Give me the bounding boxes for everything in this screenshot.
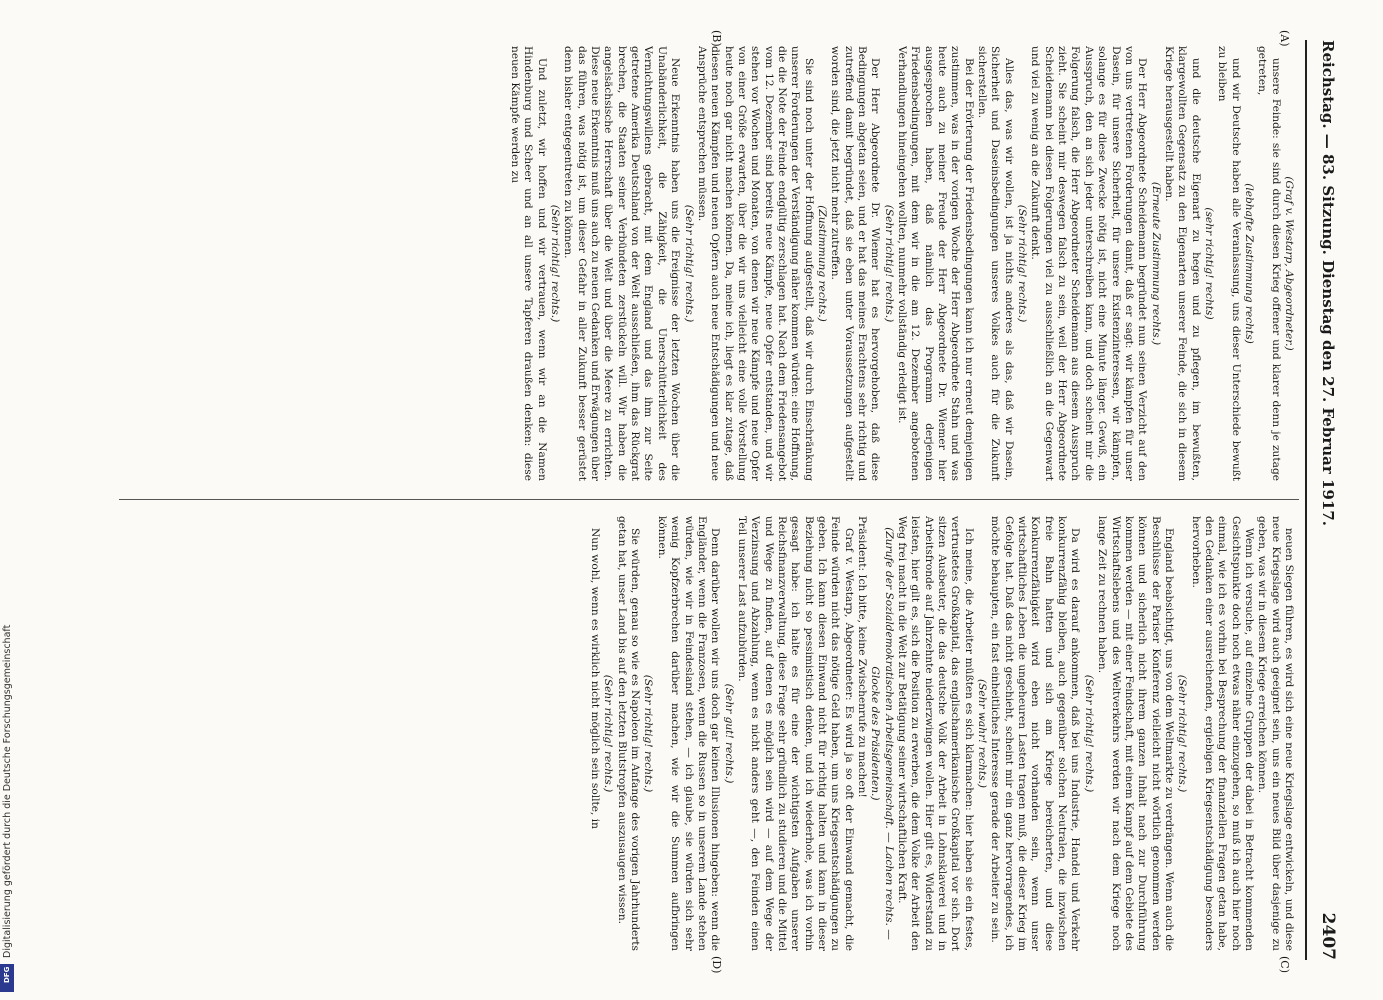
paragraph: Der Herr Abgeordnete Dr. Wiemer hat es hervorgehoben, daß diese Bedingungen abgetan seien, und er hat das meines Erachtens sehr richtig und zutreffend damit begründet, daß sie eben unter Voraussetzungen aufgestellt worden sind, die jetzt nicht mehr zutreffen. xyxy=(829,46,882,481)
interjection: (lebhafte Zustimmung rechts) xyxy=(1242,183,1255,344)
margin-mark-d: (D) xyxy=(710,956,723,974)
interjection: (Erneute Zustimmung rechts.) xyxy=(1149,181,1162,346)
interjection: (Zustimmung rechts.) xyxy=(815,205,828,322)
paragraph: und die deutsche Eigenart zu hegen und zu pflegen, im bewußten, klargewollten Gegensatz zu den Eigenarten unserer Feinde, die sich in diesem Kriege herausgestellt haben. xyxy=(1162,46,1202,481)
paragraph: Graf v. Westarp, Abgeordneter: Es wird ja so oft der Einwand gemacht, die Feinde würden nicht das nötige Geld haben, um uns Kriegsentschädigungen zu geben. Ich kann diesen Einwand nicht für richtig halten und kann in dieser Beziehung nicht so pessimistisch denken, und ich wiederhole, was ich vorhin gesagt habe: ich halte es für eine der wichtigsten Aufgaben unserer Reichsfinanzverwaltung, diese Frage sehr gründlich zu studieren und die Mittel und Wege zu finden, auf denen es möglich sein wird — auf dem Wege der Verzinsung und Abzahlung, wenn es nicht anders geht —, den Feinden einen Teil unserer Last aufzubürden. xyxy=(735,516,855,951)
interjection: (Sehr richtig! rechts.) xyxy=(682,204,695,323)
margin-mark-b: (B) xyxy=(710,30,723,47)
page-header xyxy=(1313,40,1343,960)
paragraph: Und zuletzt, wir hoffen und wir vertrauen, wenn wir an die Namen Hindenburg und Scheer und an all unsere Tapferen draußen denken: diese neuen Kämpfe werden zu xyxy=(509,46,548,481)
right-column xyxy=(105,516,1295,951)
interjection: (Sehr richtig! rechts.) xyxy=(642,674,655,793)
header-rule xyxy=(1305,40,1307,960)
dfg-logo-text: DFG xyxy=(3,966,11,983)
interjection: (Graf v. Westarp, Abgeordneter.) xyxy=(1283,176,1295,351)
digitization-note: Digitalisierung gefördert durch die Deutsche Forschungsgemeinschaft xyxy=(2,624,13,958)
paragraph: Sie würden, genau so wie es Napoleon im Anfange des vorigen Jahrhunderts getan hat, unser Land bis auf den letzten Blutstropfen auszusaugen wissen. xyxy=(615,516,642,951)
paragraph: Sie sind noch unter der Hoffnung aufgestellt, daß wir durch Einschränkung unserer Forderungen der Verständigung näher kommen würden: eine Hoffnung, die die Note der Feinde endgültig zerschlagen hat. Nach dem Friedensangebot vom 12. Dezember sind bereits neue Kämpfe, neue Opfer entstanden, und wir stehen vor Wochen und Monaten, von denen wir neue Kämpfe und neue Opfer von einer Größe erwarten, über die wir uns vielleicht eine volle Vorstellung heute noch gar nicht machen können. Da, meine ich, liegt es klar zutage, daß diesen neuen Kämpfen und neuen Opfern auch neue Entschädigungen und neue Ansprüche entsprechen müssen. xyxy=(695,46,815,481)
interjection: (Zurufe der Sozialdemokratischen Arbeitsgemeinschaft. — Lachen rechts. — Glocke des Präsidenten.) xyxy=(869,527,895,940)
dfg-logo xyxy=(0,964,14,992)
interjection: (Sehr richtig! rechts.) xyxy=(882,204,895,323)
paragraph: Denn darüber wollen wir uns doch gar keinen Illusionen hingeben: wenn die Engländer, wenn die Franzosen, wenn die Russen so in unserem Lande stehen würden, wie wir in Feindesland stehen, — ich glaube, sie würden sich sehr wenig Kopfzerbrechen darüber machen, wie wir die Summen aufbringen können. xyxy=(655,516,722,951)
paragraph: Präsident: Ich bitte, keine Zwischenrufe zu machen! xyxy=(856,516,868,798)
column-divider xyxy=(119,499,1299,500)
paragraph: Da wird es darauf ankommen, daß bei uns Industrie, Handel und Verkehr konkurrenzfähig bleiben, auch gegenüber solchen Neutralen, die inzwischen freie Bahn hatten und sich am Kriege bereicherten, und diese Konkurrenzfähigkeit wird eben nicht vorhanden sein, wenn unser wirtschaftliches Leben die ungeheuren Lasten tragen muß, die dieser Krieg im Gefolge hat. Daß das nicht geschieht, scheint mir ein ganz hervorragendes, ich möchte behaupten, ein fast einheitliches Interesse gerade der Arbeiter zu sein. xyxy=(989,516,1082,951)
interjection: (Sehr richtig! rechts.) xyxy=(602,674,615,793)
margin-mark-c: (C) xyxy=(1278,956,1291,973)
interjection: (Sehr gut! rechts.) xyxy=(722,683,735,784)
interjection: (Sehr richtig! rechts.) xyxy=(1016,204,1029,323)
paragraph: Neue Erkenntnis haben uns die Ereignisse der letzten Wochen über die Unabänderlichkeit, die Zähigkeit, die Unerschütterlichkeit des Vernichtungswillens gebracht, mit dem England und das ihm zur Seite getretene Amerika Deutschland von der Welt ausschließen, ihm das Rückgrat brechen, die Staaten seiner Verbündeten zerstückeln will. Wir haben die angelsächsische Herrschaft über die Welt und über die Meere zu errichten. Diese neue Erkenntnis muß uns auch zu neuen Gedanken und Erwägungen über das führen, was nötig ist, um dieser Gefahr in aller Zukunft besser gerüstet denn bisher entgegentreten zu können. xyxy=(562,46,682,481)
left-column xyxy=(105,46,1295,481)
interjection: (sehr richtig! rechts) xyxy=(1202,207,1215,320)
paragraph: England beabsichtigt, uns von dem Weltmarkte zu verdrängen. Wenn auch die Beschlüsse der Pariser Konferenz vielleicht nicht wörtlich genommen werden können und sicherlich nicht ihrem ganzen Inhalt nach zur Durchführung kommen werden — mit einer Feindschaft, mit einem Kampf auf dem Gebiete des Wirtschaftslebens und des Weltverkehrs werden wir nach dem Kriege noch lange Zeit zu rechnen haben. xyxy=(1096,516,1175,951)
paragraph: Nun wohl, wenn es wirklich nicht möglich sein sollte, in xyxy=(589,528,602,829)
margin-mark-a: (A) xyxy=(1278,30,1291,47)
interjection: (Sehr richtig! rechts.) xyxy=(549,204,562,323)
page-number: 2407 xyxy=(1318,912,1338,960)
paragraph: Ich meine, die Arbeiter müßten es sich klarmachen: hier haben sie ein festes, vertrustetes Großkapital, das englischamerikanische Großkapital vor sich. Dort sitzen Ausbeuter, die das deutsche Volk der Arbeit in Lohnsklaverei und in Arbeitsfronde auf Jahrzehnte niederzwingen wollen. Hier gilt es, Widerstand zu leisten, hier gilt es, sich die Position zu erwerben, die dem Volke der Arbeit den Weg frei macht in die Welt zur Betätigung seiner wirtschaftlichen Kraft. xyxy=(896,516,975,951)
interjection: (Sehr richtig! rechts.) xyxy=(1082,674,1095,793)
header-title: Reichstag. — 83. Sitzung. Dienstag den 27. Februar 1917. xyxy=(1319,40,1337,526)
interjection: (Sehr richtig! rechts.) xyxy=(1176,674,1189,793)
paragraph: Der Herr Abgeordnete Scheidemann begründet nun seinen Verzicht auf den von uns vertretenen Forderungen damit, daß er sagt: wir kämpfen für unser Dasein, für unsere Sicherheit, für unsere Existenzinteressen, wir kämpfen, solange es für diese Zwecke nötig ist, nicht eine Minute länger. Gewiß, ein Ausspruch, den an sich jeder unterschreiben kann, und doch scheint mir die Folgerung falsch, die Herr Abgeordneter Scheidemann aus diesem Ausspruch zieht. Sie scheint mir deswegen falsch zu sein, weil der Herr Abgeordnete Scheidemann bei diesen Folgerungen viel zu ausschließlich an die Gegenwart und viel zu wenig an die Zukunft denkt. xyxy=(1029,46,1149,481)
paragraph: Bei der Erörterung der Friedensbedingungen kann ich nur erneut demjenigen zustimmen, was in der vorigen Woche der Herr Abgeordnete Stahn und was heute auch zu meiner Freude der Herr Abgeordnete Dr. Wiemer hier ausgesprochen haben, daß nämlich das Programm derjenigen Friedensbedingungen, mit dem wir in die am 12. Dezember angebotenen Verhandlungen hineingehen wollten, nunmehr vollständig erledigt ist. xyxy=(896,46,975,481)
interjection: (Sehr wahr! rechts.) xyxy=(976,678,989,789)
paragraph: neuen Siegen führen, es wird sich eine neue Kriegslage entwickeln, und diese neue Kriegslage wird auch geeignet sein, uns ein neues Bild über dasjenige zu geben, was wir in diesem Kriege erreichen können. xyxy=(1256,516,1295,951)
paragraph: Wenn ich versuche, auf einzelne Gruppen der dabei in Betracht kommenden Gesichtspunkte doch noch etwas näher einzugehen, so muß ich auch hier noch einmal, wie ich es vorhin bei Besprechung der finanziellen Fragen getan habe, den Gedanken einer ausreichenden, ergiebigen Kriegsentschädigung besonders hervorheben. xyxy=(1189,516,1255,951)
paragraph: Alles das, was wir wollen, ist ja nichts anderes als das, daß wir Dasein, Sicherheit und Daseinsbedingungen unseres Volkes auch für die Zukunft sicherstellen. xyxy=(976,46,1015,481)
paragraph: und wir Deutsche haben alle Veranlassung, uns dieser Unterschiede bewußt zu bleiben xyxy=(1216,46,1242,481)
paragraph: unsere Feinde: sie sind durch diesen Krieg offener und klarer denn je zutage getreten, xyxy=(1256,46,1282,481)
